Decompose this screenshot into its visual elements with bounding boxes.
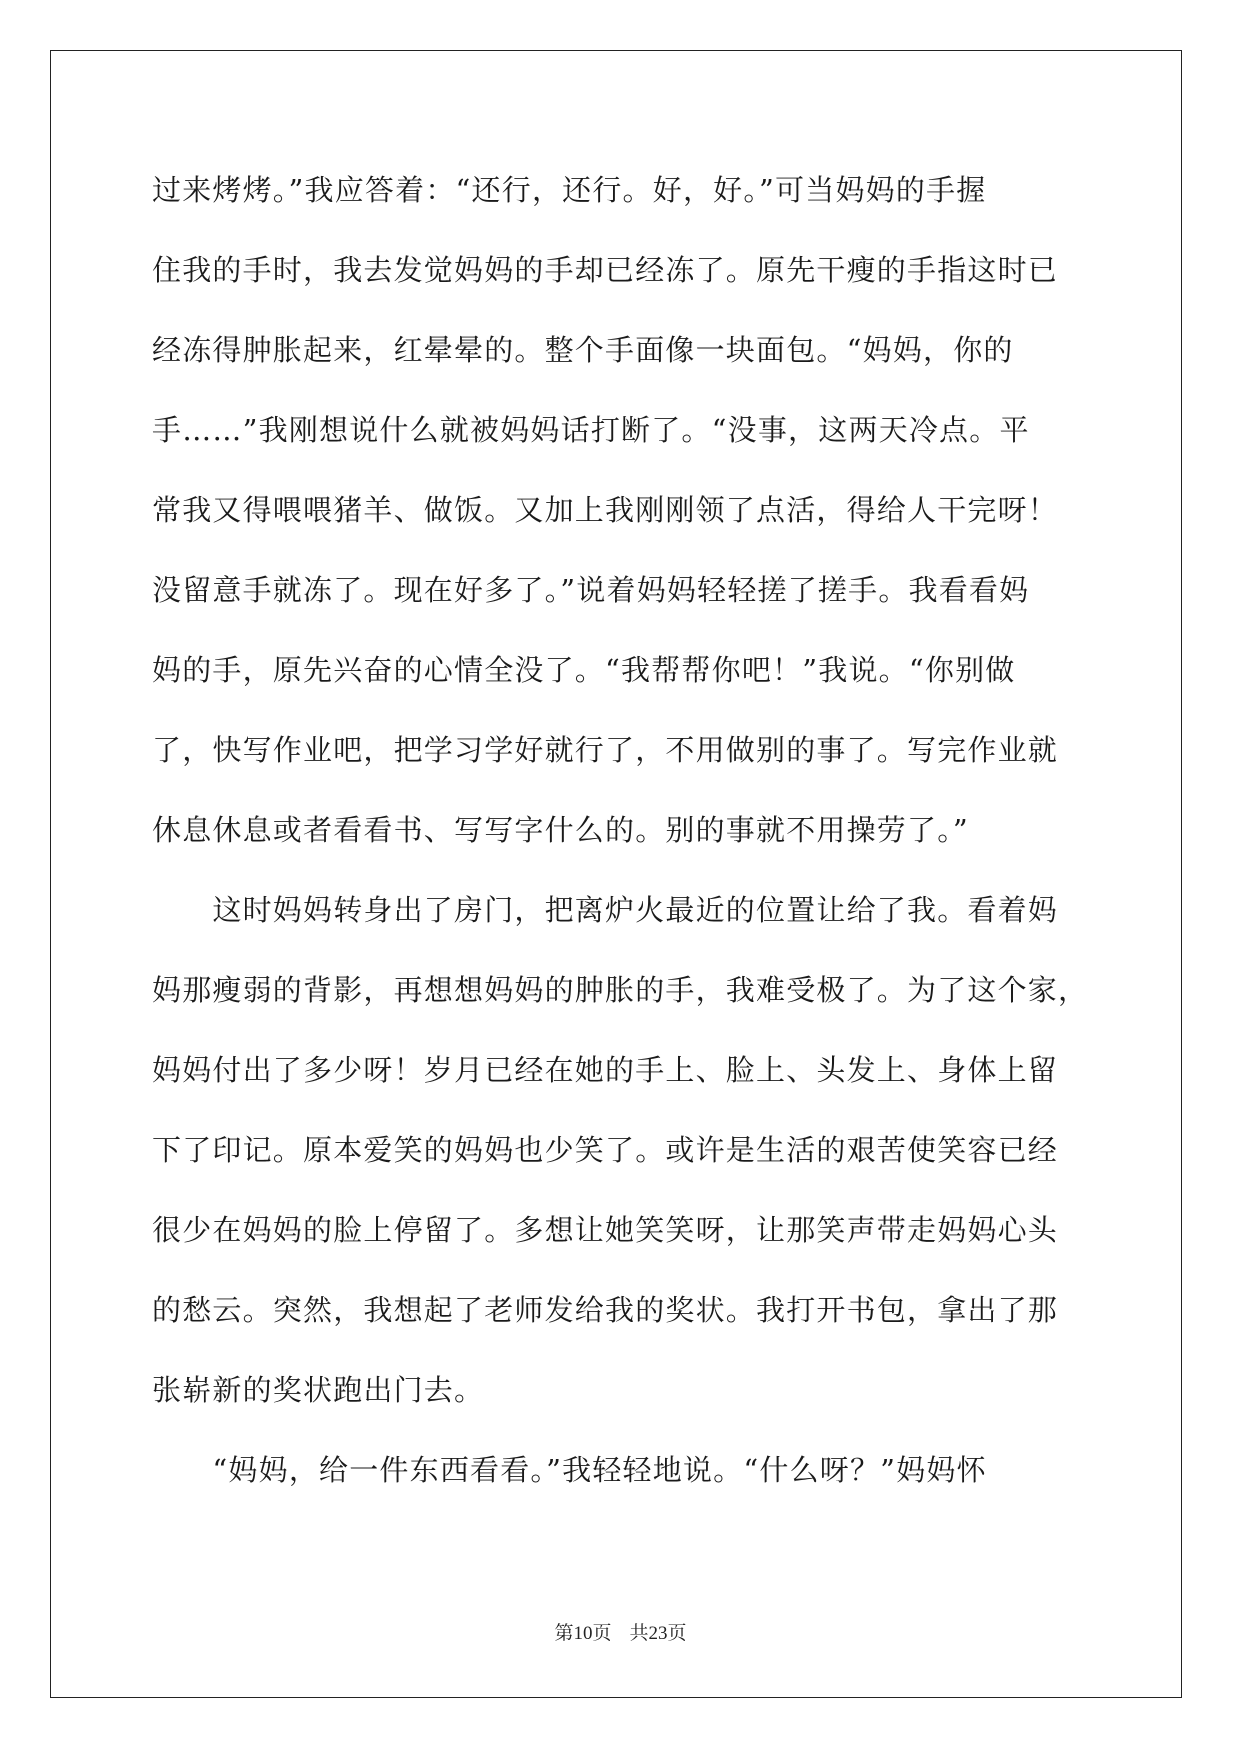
text-line: 经冻得肿胀起来，红晕晕的。整个手面像一块面包。“妈妈，你的 — [152, 333, 1014, 367]
page-total: 23 — [648, 1623, 668, 1644]
text-line: 的愁云。突然，我想起了老师发给我的奖状。我打开书包，拿出了那 — [152, 1293, 1059, 1327]
text-line: 这时妈妈转身出了房门，把离炉火最近的位置让给了我。看着妈 — [152, 893, 1059, 927]
text-line: 手……”我刚想说什么就被妈妈话打断了。“没事，这两天冷点。平 — [152, 413, 1030, 447]
text-line: 没留意手就冻了。现在好多了。”说着妈妈轻轻搓了搓手。我看看妈 — [152, 573, 1030, 607]
text-line: 常我又得喂喂猪羊、做饭。又加上我刚刚领了点活，得给人干完呀！ — [152, 493, 1059, 527]
text-line: 妈那瘦弱的背影，再想想妈妈的肿胀的手，我难受极了。为了这个家， — [152, 973, 1089, 1007]
page-prefix: 第 — [554, 1623, 574, 1644]
text-line: 妈妈付出了多少呀！岁月已经在她的手上、脸上、头发上、身体上留 — [152, 1053, 1059, 1087]
text-line: 过来烤烤。”我应答着：“还行，还行。好，好。”可当妈妈的手握 — [152, 173, 987, 207]
text-line: 了，快写作业吧，把学习学好就行了，不用做别的事了。写完作业就 — [152, 733, 1059, 767]
text-line: 妈的手，原先兴奋的心情全没了。“我帮帮你吧！”我说。“你别做 — [152, 653, 1016, 687]
text-line: 张崭新的奖状跑出门去。 — [152, 1373, 485, 1407]
text-line: 住我的手时，我去发觉妈妈的手却已经冻了。原先干瘦的手指这时已 — [152, 253, 1059, 287]
page-current: 10 — [573, 1623, 593, 1644]
page-suffix: 页 — [592, 1623, 612, 1644]
text-line: “妈妈，给一件东西看看。”我轻轻地说。“什么呀？”妈妈怀 — [152, 1453, 987, 1487]
total-prefix: 共 — [629, 1623, 649, 1644]
total-suffix: 页 — [667, 1623, 687, 1644]
text-line: 很少在妈妈的脸上停留了。多想让她笑笑呀，让那笑声带走妈妈心头 — [152, 1213, 1059, 1247]
text-line: 休息休息或者看看书、写写字什么的。别的事就不用操劳了。” — [152, 813, 969, 847]
page-footer — [0, 1618, 1241, 1645]
text-line: 下了印记。原本爱笑的妈妈也少笑了。或许是生活的艰苦使笑容已经 — [152, 1133, 1059, 1167]
